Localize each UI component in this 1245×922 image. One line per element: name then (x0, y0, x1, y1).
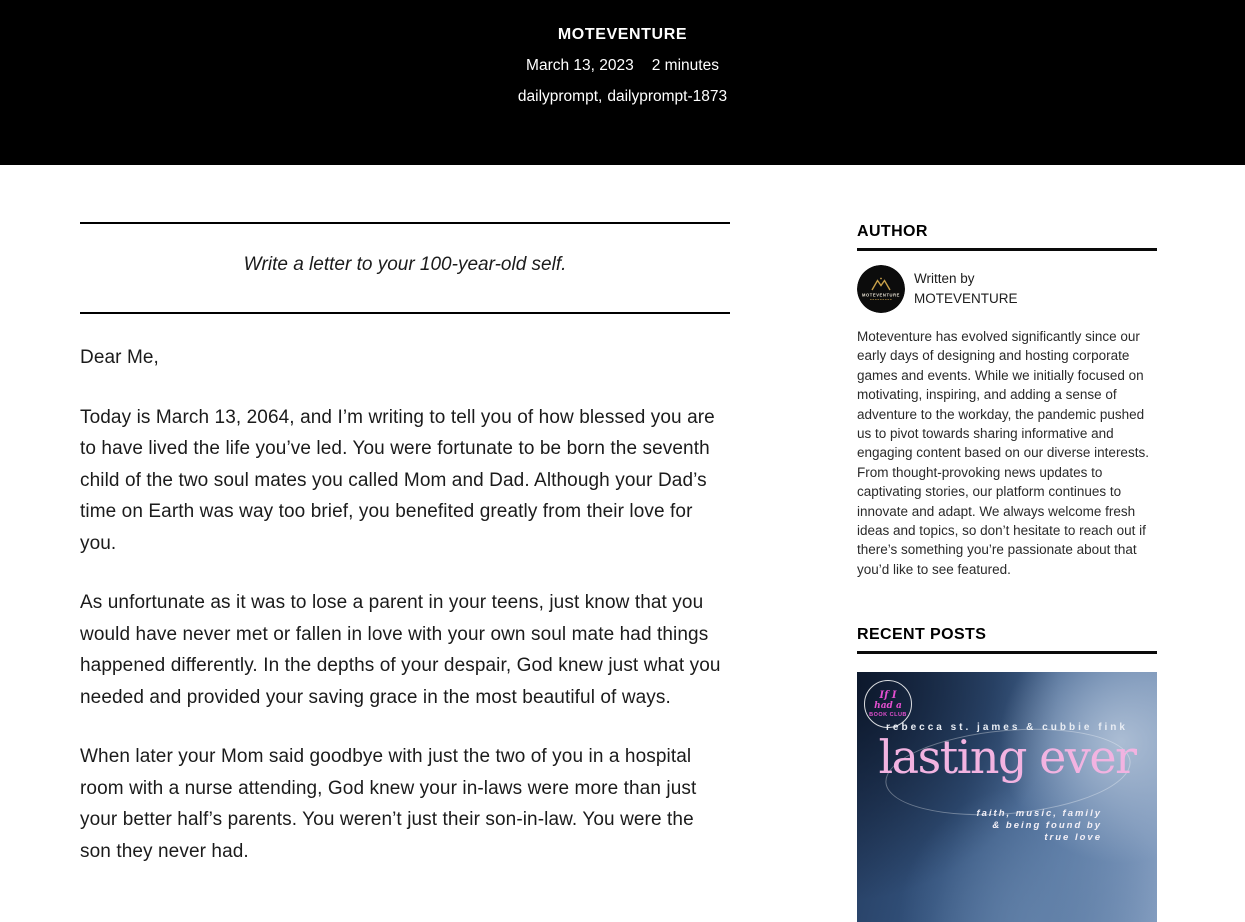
prompt-quote: Write a letter to your 100-year-old self. (80, 222, 730, 314)
post-read-time: 2 minutes (651, 57, 719, 74)
cover-subtitle (976, 808, 1102, 844)
article-paragraph: Dear Me, (80, 347, 159, 368)
cover-authors: rebecca st. james & cubbie fink (886, 722, 1128, 734)
post-meta (526, 56, 719, 75)
recent-posts-widget (857, 625, 1157, 922)
article-paragraph: Today is March 13, 2064, and I’m writing to tell you of how blessed you are to have lived the life you’ve led. You were fortunate to be born the seventh child of the two soul mates you called Mom and Dad. Although your Dad’s time on Earth was way too brief, you benefited greatly from their love for you. (80, 406, 715, 554)
cover-subtitle-line: true love (1044, 832, 1102, 844)
written-by-block (914, 269, 1018, 309)
cover-title: lasting ever (878, 730, 1136, 785)
author-widget (857, 222, 1157, 579)
article-paragraph: When later your Mom said goodbye with just the two of you in a hospital room with a nurse attending, God knew your in-laws were more than just your better half’s parents. You weren’t just their son-in-law. You were the son they never had. (80, 746, 697, 862)
badge-line1: If I (879, 689, 897, 701)
moteventure-logo-icon (857, 265, 905, 313)
recent-post-cover-link[interactable] (857, 672, 1157, 922)
article-paragraph: As unfortunate as it was to lose a parent in your teens, just know that you would have never met or fallen in love with your own soul mate had things happened differently. In the depths of your despair, God knew just what you needed and provided your saving grace in the most beautiful of ways. (80, 592, 721, 708)
site-title-link[interactable]: MOTEVENTURE (557, 26, 688, 43)
tag-link-dailyprompt-1873[interactable]: dailyprompt-1873 (607, 88, 728, 105)
author-name: MOTEVENTURE (914, 291, 1018, 306)
author-row (857, 265, 1157, 313)
written-by-label: Written by (914, 271, 975, 286)
svg-text:MOTEVENTURE: MOTEVENTURE (862, 292, 900, 298)
author-heading: AUTHOR (857, 222, 1157, 251)
page-container (0, 165, 1245, 922)
site-header (0, 0, 1245, 165)
article-main (80, 165, 730, 922)
badge-line3: BOOK CLUB (869, 711, 907, 718)
post-tags (518, 87, 727, 106)
tag-link-dailyprompt[interactable]: dailyprompt (517, 88, 599, 105)
badge-line2: had a (874, 700, 902, 711)
author-avatar (857, 265, 905, 313)
recent-posts-heading: RECENT POSTS (857, 625, 1157, 654)
cover-subtitle-line: & being found by (992, 820, 1102, 832)
book-club-badge (864, 680, 912, 728)
post-date: March 13, 2023 (526, 57, 634, 74)
cover-subtitle-line: faith, music, family (976, 808, 1102, 820)
sidebar (857, 222, 1157, 922)
tag-separator: , (598, 88, 603, 105)
author-bio: Moteventure has evolved significantly since our early days of designing and hosting corporate games and events. While we initially focused on motivating, inspiring, and adding a sense of adventure to the workday, the pandemic pushed us to pivot towards sharing informative and engaging content based on our diverse interests. From thought-provoking news updates to captivating stories, our platform continues to innovate and adapt. We always welcome fresh ideas and topics, so don’t hesitate to reach out if there’s something you’re passionate about that you’d like to see featured. (857, 329, 1149, 577)
